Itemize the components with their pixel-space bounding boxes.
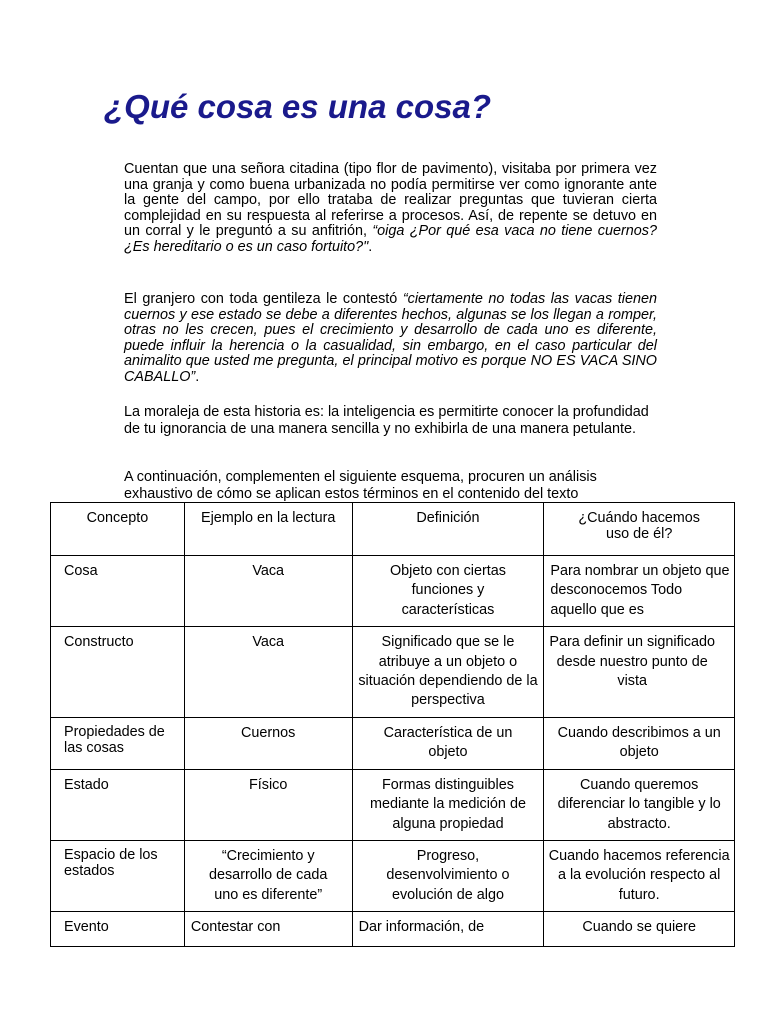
cell-concepto: Estado	[51, 769, 185, 840]
story-text: Cuentan que una señora citadina (tipo flor de pavimento), visitaba por primera vez una granja y como buena urbanizada no podía permitirse ver como ignorante ante la gente del campo, por ello trataba de realizar preguntas que tuvieran cierta complejidad en su respuesta al referirse a procesos. Así, de repente se detuvo en un corral y le preguntó a su anfitrión,	[124, 161, 657, 240]
cell-definicion: Objeto con ciertas funciones y características	[352, 556, 544, 627]
cell-cuando: Cuando describimos a un objeto	[544, 717, 735, 769]
page-title: ¿Qué cosa es una cosa?	[104, 88, 491, 125]
cell-ejemplo: Cuernos	[184, 717, 352, 769]
cell-concepto: Cosa	[51, 556, 185, 627]
cell-definicion: Progreso, desenvolvimiento o evolución de algo	[352, 841, 544, 912]
cell-cuando: Para nombrar un objeto que desconocemos Todo aquello que es	[544, 556, 735, 627]
header-definicion: Definición	[352, 503, 544, 556]
table-row	[51, 912, 735, 947]
answer-text: El granjero con toda gentileza le contestó	[124, 291, 403, 307]
answer-paragraph	[124, 292, 657, 386]
story-quote: “oiga ¿Por qué esa vaca no tiene cuernos? ¿Es hereditario o es un caso fortuito?"	[124, 223, 657, 255]
answer-quote: “ciertamente no todas las vacas tienen cuernos y ese estado se debe a diferentes hechos, algunas se los llegan a romper, otras no les crecen, pues el crecimiento y desarrollo de cada uno es diferente, puede influir la herencia o la casualidad, sin embargo, en el caso particular del animalito que usted me pregunta, el principal motivo es porque NO ES VACA SINO CABALLO”	[124, 291, 657, 385]
cell-concepto: Propiedades de las cosas	[51, 717, 185, 769]
cell-definicion: Significado que se le atribuye a un objeto o situación dependiendo de la perspectiva	[352, 627, 544, 718]
cell-definicion: Característica de un objeto	[352, 717, 544, 769]
table-row	[51, 627, 735, 718]
table-header-row	[51, 503, 735, 556]
instruction-paragraph: A continuación, complementen el siguiente esquema, procuren un análisis exhaustivo de cómo se aplican estos términos en el contenido del texto	[124, 469, 597, 502]
moral-paragraph: La moraleja de esta historia es: la inteligencia es permitirte conocer la profundidad de tu ignorancia de una manera sencilla y no exhibirla de una manera petulante.	[124, 404, 649, 437]
table-row	[51, 556, 735, 627]
cell-ejemplo: “Crecimiento y desarrollo de cada uno es diferente”	[184, 841, 352, 912]
cell-definicion: Formas distinguibles mediante la medición de alguna propiedad	[352, 769, 544, 840]
cell-cuando: Cuando se quiere	[544, 912, 735, 947]
answer-end: .	[195, 368, 200, 385]
header-cuando: ¿Cuándo hacemos uso de él?	[544, 503, 735, 556]
cell-ejemplo: Físico	[184, 769, 352, 840]
story-paragraph	[124, 162, 657, 256]
cell-cuando: Para definir un significado desde nuestro punto de vista	[544, 627, 735, 718]
cell-ejemplo: Vaca	[184, 556, 352, 627]
cell-ejemplo: Contestar con	[184, 912, 352, 947]
table-row	[51, 717, 735, 769]
table-row	[51, 841, 735, 912]
header-concepto: Concepto	[51, 503, 185, 556]
cell-concepto: Espacio de los estados	[51, 841, 185, 912]
cell-ejemplo: Vaca	[184, 627, 352, 718]
table-row	[51, 769, 735, 840]
story-end: .	[368, 238, 373, 255]
cell-definicion: Dar información, de	[352, 912, 544, 947]
cell-concepto: Constructo	[51, 627, 185, 718]
cell-concepto: Evento	[51, 912, 185, 947]
concept-table	[50, 502, 735, 947]
header-ejemplo: Ejemplo en la lectura	[184, 503, 352, 556]
cell-cuando: Cuando queremos diferenciar lo tangible y lo abstracto.	[544, 769, 735, 840]
cell-cuando: Cuando hacemos referencia a la evolución respecto al futuro.	[544, 841, 735, 912]
